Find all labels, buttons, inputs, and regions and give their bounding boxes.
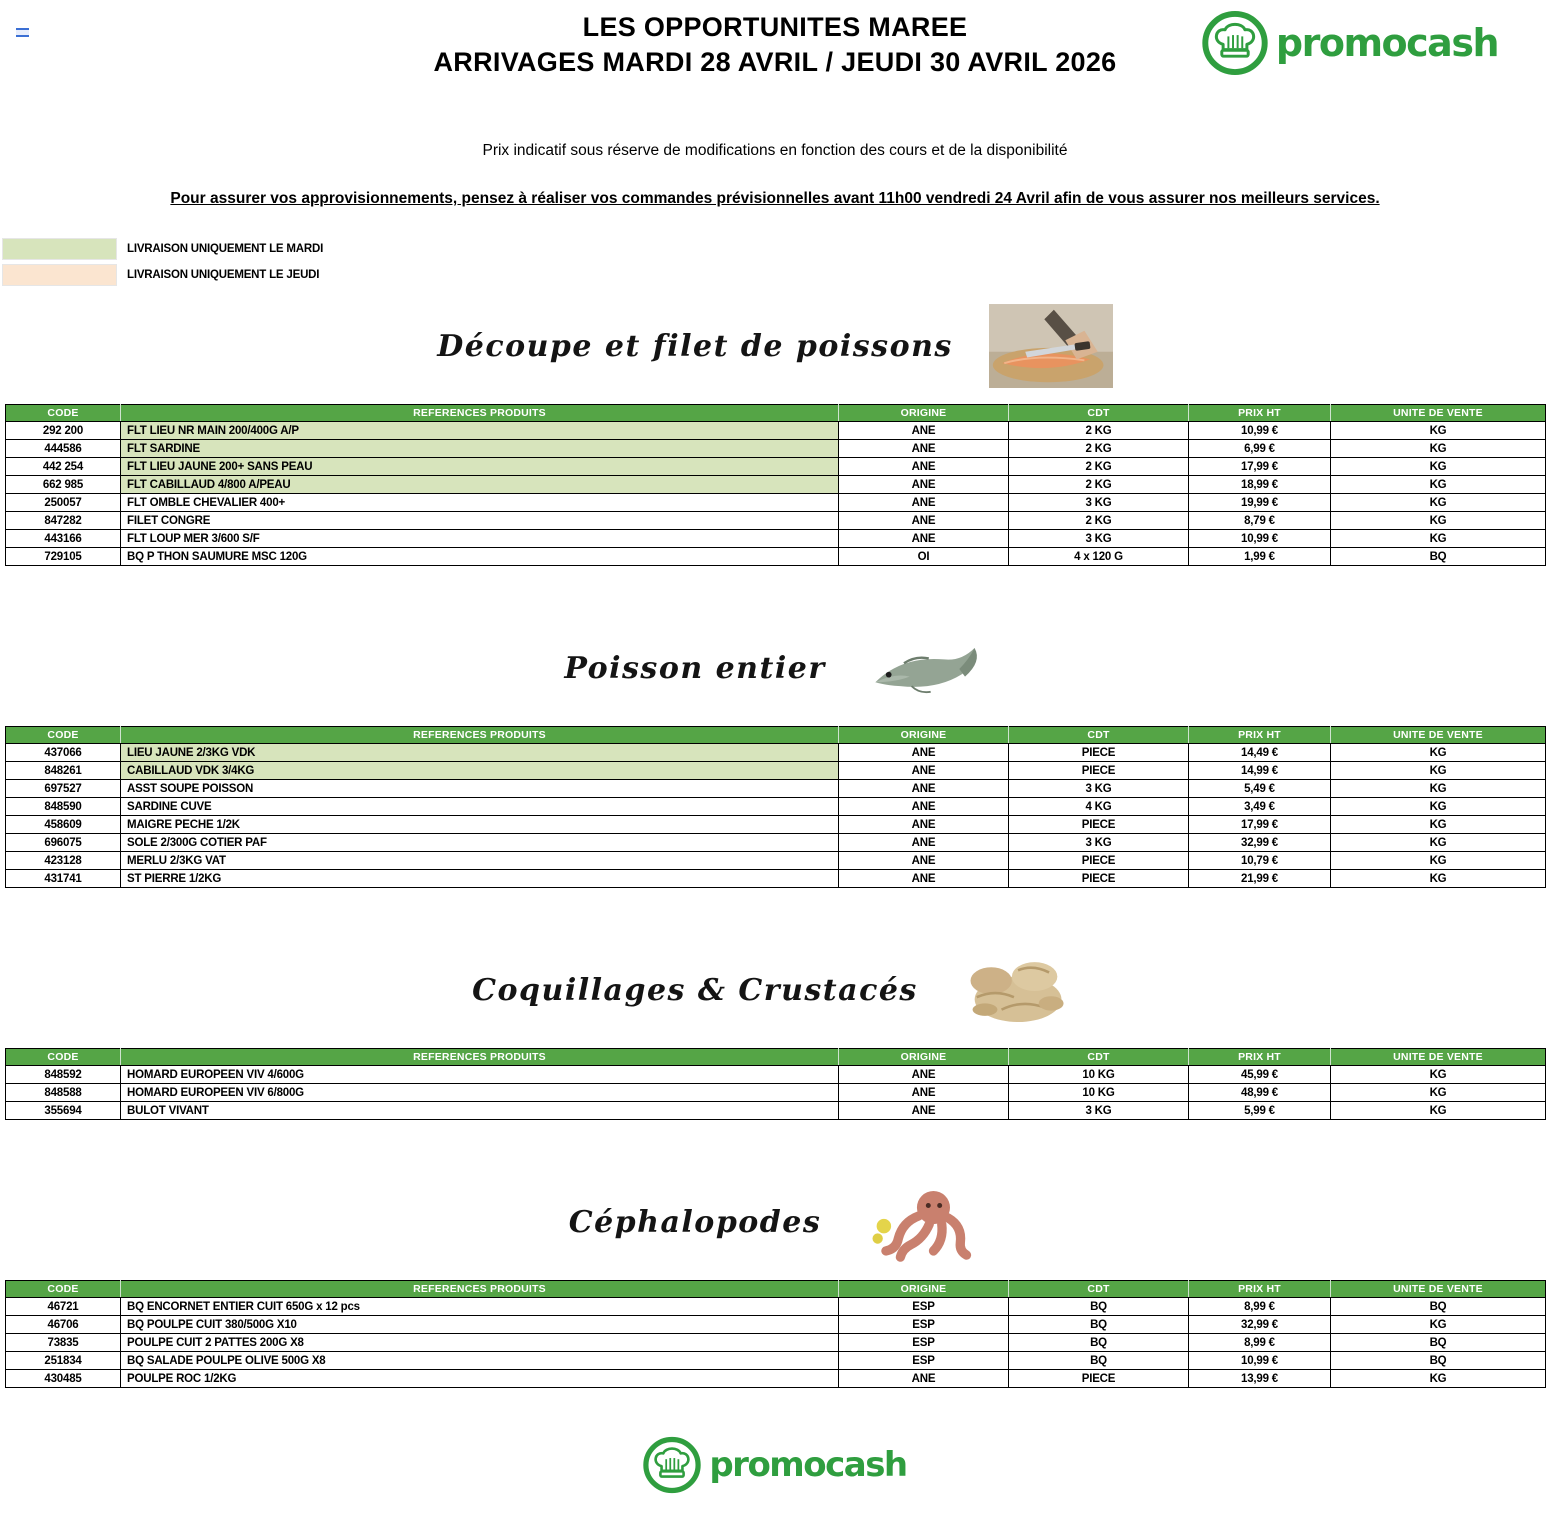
cell-reference: FLT CABILLAUD 4/800 A/PEAU xyxy=(121,476,839,494)
header xyxy=(0,6,1550,90)
cell-prix-ht: 45,99 € xyxy=(1189,1066,1331,1084)
cell-origine: ANE xyxy=(839,834,1009,852)
section-title: Coquillages & Crustacés xyxy=(472,972,918,1008)
product-section xyxy=(0,302,1550,566)
cell-unite-de-vente: KG xyxy=(1331,1066,1546,1084)
whole-fish-photo xyxy=(862,625,986,711)
section-title: Poisson entier xyxy=(564,650,826,686)
sections-container xyxy=(0,302,1550,1388)
cell-unite-de-vente: BQ xyxy=(1331,1334,1546,1352)
cell-code: 848261 xyxy=(6,762,121,780)
products-table xyxy=(5,726,1546,888)
cell-prix-ht: 19,99 € xyxy=(1189,494,1331,512)
cell-reference: FLT LIEU JAUNE 200+ SANS PEAU xyxy=(121,458,839,476)
table-header-row xyxy=(6,727,1546,744)
cell-cdt: 2 KG xyxy=(1009,458,1189,476)
column-header: CDT xyxy=(1009,1049,1189,1066)
cell-unite-de-vente: KG xyxy=(1331,1102,1546,1120)
cell-prix-ht: 5,49 € xyxy=(1189,780,1331,798)
cell-reference: LIEU JAUNE 2/3KG VDK xyxy=(121,744,839,762)
cell-origine: ANE xyxy=(839,476,1009,494)
promocash-footer-logo xyxy=(0,1436,1550,1494)
cell-unite-de-vente: KG xyxy=(1331,834,1546,852)
table-row xyxy=(6,476,1546,494)
cell-prix-ht: 21,99 € xyxy=(1189,870,1331,888)
cell-prix-ht: 13,99 € xyxy=(1189,1370,1331,1388)
cell-cdt: BQ xyxy=(1009,1352,1189,1370)
cell-reference: ST PIERRE 1/2KG xyxy=(121,870,839,888)
column-header: UNITE DE VENTE xyxy=(1331,727,1546,744)
cell-reference: HOMARD EUROPEEN VIV 4/600G xyxy=(121,1066,839,1084)
chef-hat-badge-icon xyxy=(1202,10,1268,76)
cell-cdt: 2 KG xyxy=(1009,440,1189,458)
cell-cdt: 4 x 120 G xyxy=(1009,548,1189,566)
cell-reference: POULPE ROC 1/2KG xyxy=(121,1370,839,1388)
column-header: CODE xyxy=(6,727,121,744)
cell-unite-de-vente: KG xyxy=(1331,476,1546,494)
cell-cdt: 10 KG xyxy=(1009,1084,1189,1102)
cell-reference: SOLE 2/300G COTIER PAF xyxy=(121,834,839,852)
table-row xyxy=(6,762,1546,780)
legend-item-mardi xyxy=(2,238,1550,260)
cell-prix-ht: 10,99 € xyxy=(1189,1352,1331,1370)
cell-origine: ESP xyxy=(839,1316,1009,1334)
column-header: CDT xyxy=(1009,727,1189,744)
product-section xyxy=(0,624,1550,888)
cell-code: 458609 xyxy=(6,816,121,834)
cell-reference: FLT SARDINE xyxy=(121,440,839,458)
column-header: CODE xyxy=(6,405,121,422)
table-row xyxy=(6,1102,1546,1120)
cell-reference: BULOT VIVANT xyxy=(121,1102,839,1120)
column-header: ORIGINE xyxy=(839,405,1009,422)
cell-prix-ht: 48,99 € xyxy=(1189,1084,1331,1102)
cell-prix-ht: 32,99 € xyxy=(1189,834,1331,852)
cell-prix-ht: 8,79 € xyxy=(1189,512,1331,530)
cell-origine: ANE xyxy=(839,762,1009,780)
price-note: Prix indicatif sous réserve de modifications en fonction des cours et de la disponibilité xyxy=(482,142,1068,159)
octopus-photo xyxy=(857,1179,981,1265)
column-header: CDT xyxy=(1009,405,1189,422)
cell-cdt: PIECE xyxy=(1009,870,1189,888)
table-row xyxy=(6,816,1546,834)
table-row xyxy=(6,1298,1546,1316)
cell-unite-de-vente: KG xyxy=(1331,530,1546,548)
cell-reference: MERLU 2/3KG VAT xyxy=(121,852,839,870)
table-row xyxy=(6,780,1546,798)
column-header: CDT xyxy=(1009,1281,1189,1298)
cell-reference: BQ ENCORNET ENTIER CUIT 650G x 12 pcs xyxy=(121,1298,839,1316)
table-row xyxy=(6,1084,1546,1102)
table-row xyxy=(6,494,1546,512)
cell-cdt: 3 KG xyxy=(1009,834,1189,852)
cell-prix-ht: 1,99 € xyxy=(1189,548,1331,566)
section-header xyxy=(0,946,1550,1034)
column-header: ORIGINE xyxy=(839,1281,1009,1298)
cell-cdt: 2 KG xyxy=(1009,512,1189,530)
cell-prix-ht: 3,49 € xyxy=(1189,798,1331,816)
column-header: ORIGINE xyxy=(839,1049,1009,1066)
section-title: Céphalopodes xyxy=(568,1204,822,1240)
cell-prix-ht: 10,79 € xyxy=(1189,852,1331,870)
cell-code: 292 200 xyxy=(6,422,121,440)
cell-unite-de-vente: KG xyxy=(1331,422,1546,440)
cell-cdt: PIECE xyxy=(1009,744,1189,762)
products-table xyxy=(5,1280,1546,1388)
column-header: PRIX HT xyxy=(1189,405,1331,422)
cell-code: 437066 xyxy=(6,744,121,762)
delivery-legend xyxy=(2,238,1550,286)
cell-origine: ANE xyxy=(839,458,1009,476)
table-row xyxy=(6,744,1546,762)
table-row xyxy=(6,1334,1546,1352)
table-header-row xyxy=(6,1281,1546,1298)
table-header-row xyxy=(6,405,1546,422)
product-section xyxy=(0,1178,1550,1388)
brand-wordmark: promocash xyxy=(709,1445,907,1485)
table-row xyxy=(6,1370,1546,1388)
cell-reference: FLT LOUP MER 3/600 S/F xyxy=(121,530,839,548)
cell-origine: ANE xyxy=(839,870,1009,888)
cell-unite-de-vente: KG xyxy=(1331,816,1546,834)
cell-prix-ht: 32,99 € xyxy=(1189,1316,1331,1334)
table-row xyxy=(6,834,1546,852)
mardi-color-swatch xyxy=(2,238,117,260)
cell-prix-ht: 14,99 € xyxy=(1189,762,1331,780)
cell-unite-de-vente: BQ xyxy=(1331,1352,1546,1370)
column-header: PRIX HT xyxy=(1189,727,1331,744)
cell-cdt: BQ xyxy=(1009,1298,1189,1316)
cell-reference: CABILLAUD VDK 3/4KG xyxy=(121,762,839,780)
cell-reference: FLT LIEU NR MAIN 200/400G A/P xyxy=(121,422,839,440)
product-section xyxy=(0,946,1550,1120)
cell-origine: ANE xyxy=(839,1370,1009,1388)
cell-prix-ht: 10,99 € xyxy=(1189,422,1331,440)
cell-prix-ht: 8,99 € xyxy=(1189,1334,1331,1352)
cell-unite-de-vente: KG xyxy=(1331,1084,1546,1102)
cell-unite-de-vente: BQ xyxy=(1331,548,1546,566)
table-header-row xyxy=(6,1049,1546,1066)
cell-code: 848592 xyxy=(6,1066,121,1084)
table-row xyxy=(6,440,1546,458)
cell-origine: ANE xyxy=(839,530,1009,548)
cell-reference: MAIGRE PECHE 1/2K xyxy=(121,816,839,834)
fish-filleting-photo xyxy=(989,303,1113,389)
cell-cdt: PIECE xyxy=(1009,852,1189,870)
cell-cdt: 3 KG xyxy=(1009,780,1189,798)
cell-prix-ht: 10,99 € xyxy=(1189,530,1331,548)
table-row xyxy=(6,422,1546,440)
cell-code: 697527 xyxy=(6,780,121,798)
cell-prix-ht: 14,49 € xyxy=(1189,744,1331,762)
column-header: REFERENCES PRODUITS xyxy=(121,405,839,422)
table-row xyxy=(6,1066,1546,1084)
column-header: UNITE DE VENTE xyxy=(1331,1281,1546,1298)
cell-prix-ht: 6,99 € xyxy=(1189,440,1331,458)
cell-code: 444586 xyxy=(6,440,121,458)
legend-label-jeudi: LIVRAISON UNIQUEMENT LE JEUDI xyxy=(127,269,320,281)
cell-reference: FILET CONGRE xyxy=(121,512,839,530)
column-header: UNITE DE VENTE xyxy=(1331,1049,1546,1066)
cell-code: 355694 xyxy=(6,1102,121,1120)
cell-code: 848588 xyxy=(6,1084,121,1102)
cell-cdt: 3 KG xyxy=(1009,1102,1189,1120)
column-header: REFERENCES PRODUITS xyxy=(121,1049,839,1066)
cell-code: 46721 xyxy=(6,1298,121,1316)
cell-origine: ANE xyxy=(839,1066,1009,1084)
cell-reference: BQ SALADE POULPE OLIVE 500G X8 xyxy=(121,1352,839,1370)
cell-origine: ANE xyxy=(839,798,1009,816)
cell-origine: ANE xyxy=(839,494,1009,512)
legend-item-jeudi xyxy=(2,264,1550,286)
cell-origine: ANE xyxy=(839,512,1009,530)
cell-unite-de-vente: BQ xyxy=(1331,1298,1546,1316)
cell-origine: ANE xyxy=(839,780,1009,798)
cell-cdt: PIECE xyxy=(1009,762,1189,780)
cell-reference: POULPE CUIT 2 PATTES 200G X8 xyxy=(121,1334,839,1352)
cell-origine: ANE xyxy=(839,422,1009,440)
cell-code: 250057 xyxy=(6,494,121,512)
cell-code: 847282 xyxy=(6,512,121,530)
cell-unite-de-vente: KG xyxy=(1331,494,1546,512)
table-row xyxy=(6,530,1546,548)
cell-unite-de-vente: KG xyxy=(1331,798,1546,816)
column-header: REFERENCES PRODUITS xyxy=(121,1281,839,1298)
cell-code: 696075 xyxy=(6,834,121,852)
cell-code: 442 254 xyxy=(6,458,121,476)
cell-origine: ANE xyxy=(839,744,1009,762)
table-row xyxy=(6,1352,1546,1370)
cell-reference: ASST SOUPE POISSON xyxy=(121,780,839,798)
cell-reference: SARDINE CUVE xyxy=(121,798,839,816)
order-note: Pour assurer vos approvisionnements, pensez à réaliser vos commandes prévisionnelles avant 11h00 vendredi 24 Avril afin de vous assurer nos meilleurs services. xyxy=(170,190,1380,207)
cell-unite-de-vente: KG xyxy=(1331,780,1546,798)
cell-cdt: BQ xyxy=(1009,1334,1189,1352)
cell-code: 729105 xyxy=(6,548,121,566)
cell-origine: ANE xyxy=(839,1102,1009,1120)
products-table xyxy=(5,1048,1546,1120)
cell-code: 251834 xyxy=(6,1352,121,1370)
cell-prix-ht: 17,99 € xyxy=(1189,458,1331,476)
cell-code: 46706 xyxy=(6,1316,121,1334)
table-row xyxy=(6,548,1546,566)
cell-unite-de-vente: KG xyxy=(1331,512,1546,530)
page-subtitle: ARRIVAGES MARDI 28 AVRIL / JEUDI 30 AVRIL 2026 xyxy=(433,47,1117,78)
cell-origine: ANE xyxy=(839,1084,1009,1102)
cell-origine: ANE xyxy=(839,816,1009,834)
cell-unite-de-vente: KG xyxy=(1331,1370,1546,1388)
section-header xyxy=(0,302,1550,390)
cell-cdt: 2 KG xyxy=(1009,422,1189,440)
table-row xyxy=(6,852,1546,870)
cell-origine: ESP xyxy=(839,1352,1009,1370)
brand-wordmark: promocash xyxy=(1275,21,1498,65)
cell-origine: ANE xyxy=(839,852,1009,870)
cell-reference: BQ P THON SAUMURE MSC 120G xyxy=(121,548,839,566)
column-header: PRIX HT xyxy=(1189,1281,1331,1298)
cell-unite-de-vente: KG xyxy=(1331,458,1546,476)
cell-reference: HOMARD EUROPEEN VIV 6/800G xyxy=(121,1084,839,1102)
cell-cdt: 3 KG xyxy=(1009,494,1189,512)
table-row xyxy=(6,458,1546,476)
table-row xyxy=(6,798,1546,816)
cell-origine: ESP xyxy=(839,1298,1009,1316)
cell-reference: FLT OMBLE CHEVALIER 400+ xyxy=(121,494,839,512)
section-header xyxy=(0,1178,1550,1266)
section-title: Découpe et filet de poissons xyxy=(437,328,953,364)
cell-prix-ht: 5,99 € xyxy=(1189,1102,1331,1120)
column-header: CODE xyxy=(6,1281,121,1298)
cell-unite-de-vente: KG xyxy=(1331,870,1546,888)
cell-code: 443166 xyxy=(6,530,121,548)
cell-cdt: PIECE xyxy=(1009,1370,1189,1388)
section-header xyxy=(0,624,1550,712)
cell-origine: ANE xyxy=(839,440,1009,458)
cell-cdt: 2 KG xyxy=(1009,476,1189,494)
cell-origine: OI xyxy=(839,548,1009,566)
cell-unite-de-vente: KG xyxy=(1331,852,1546,870)
cell-code: 423128 xyxy=(6,852,121,870)
chef-hat-badge-icon xyxy=(643,1436,701,1494)
cell-prix-ht: 18,99 € xyxy=(1189,476,1331,494)
table-row xyxy=(6,1316,1546,1334)
cell-cdt: PIECE xyxy=(1009,816,1189,834)
cell-cdt: 3 KG xyxy=(1009,530,1189,548)
cell-code: 662 985 xyxy=(6,476,121,494)
cell-cdt: 10 KG xyxy=(1009,1066,1189,1084)
cell-code: 430485 xyxy=(6,1370,121,1388)
cell-prix-ht: 8,99 € xyxy=(1189,1298,1331,1316)
column-header: CODE xyxy=(6,1049,121,1066)
promocash-logo xyxy=(1202,10,1498,76)
cell-cdt: 4 KG xyxy=(1009,798,1189,816)
page-title: LES OPPORTUNITES MAREE xyxy=(582,12,968,42)
jeudi-color-swatch xyxy=(2,264,117,286)
cell-cdt: BQ xyxy=(1009,1316,1189,1334)
column-header: ORIGINE xyxy=(839,727,1009,744)
cell-code: 431741 xyxy=(6,870,121,888)
cell-unite-de-vente: KG xyxy=(1331,762,1546,780)
column-header: PRIX HT xyxy=(1189,1049,1331,1066)
products-table xyxy=(5,404,1546,566)
cell-origine: ESP xyxy=(839,1334,1009,1352)
column-header: REFERENCES PRODUITS xyxy=(121,727,839,744)
cell-prix-ht: 17,99 € xyxy=(1189,816,1331,834)
cell-code: 73835 xyxy=(6,1334,121,1352)
shellfish-photo xyxy=(954,947,1078,1033)
table-row xyxy=(6,870,1546,888)
legend-label-mardi: LIVRAISON UNIQUEMENT LE MARDI xyxy=(127,243,324,255)
cell-unite-de-vente: KG xyxy=(1331,440,1546,458)
cell-code: 848590 xyxy=(6,798,121,816)
cell-unite-de-vente: KG xyxy=(1331,744,1546,762)
table-row xyxy=(6,512,1546,530)
cell-reference: BQ POULPE CUIT 380/500G X10 xyxy=(121,1316,839,1334)
column-header: UNITE DE VENTE xyxy=(1331,405,1546,422)
cell-unite-de-vente: KG xyxy=(1331,1316,1546,1334)
